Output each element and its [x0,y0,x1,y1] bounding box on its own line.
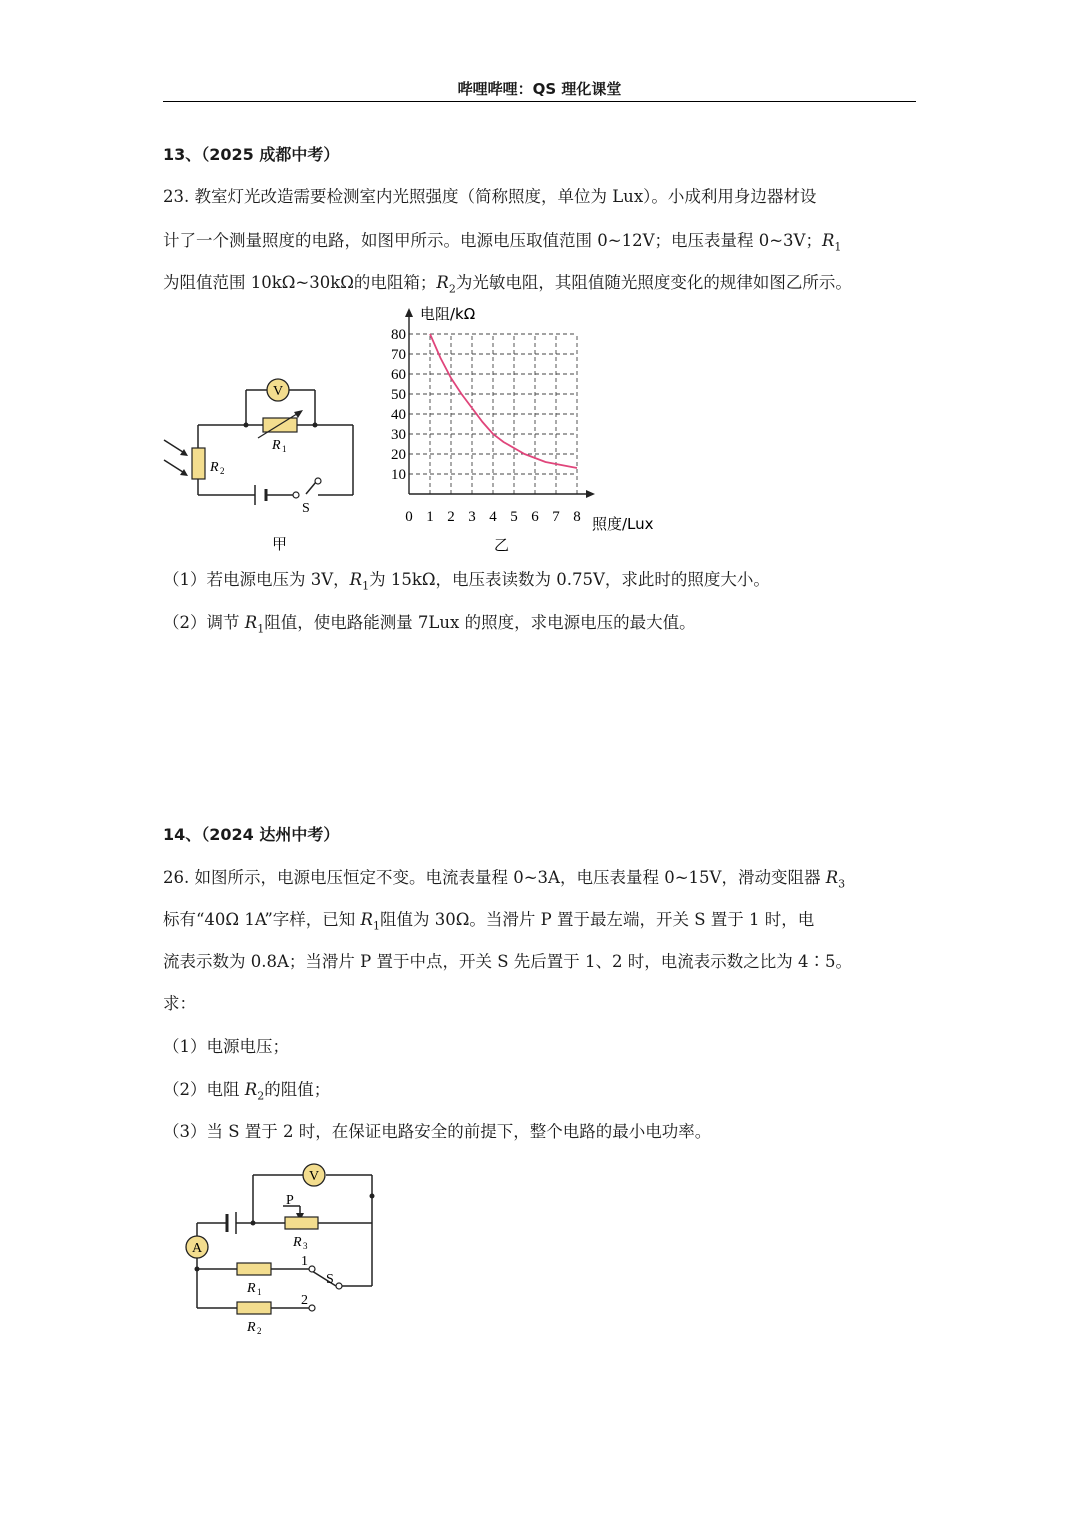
voltmeter-label: V [272,384,284,399]
q14-text: 标有“40Ω 1A”字样，已知 [163,910,361,929]
ammeter-label: A [191,1241,203,1256]
switch-label: S [302,501,310,516]
r2-label: R [247,1320,256,1335]
subscript: 1 [834,240,842,254]
q13-text: 为阻值范围 10kΩ~30kΩ的电阻箱； [163,273,437,292]
circuit-diagram-q14 [175,1158,390,1348]
r1-subscript: 1 [282,444,287,454]
header-divider [163,101,916,102]
r1-label: R [247,1281,256,1296]
x-tick-label: 0 [405,509,413,525]
var-R: R [436,273,449,292]
var-R: R [821,231,835,250]
question-14-heading: 14、（2024 达州中考） [163,825,340,844]
subscript: 1 [257,622,265,636]
circuit-diagram-jia [160,370,370,555]
q13-text: 阻值，使电路能测量 7Lux 的照度，求电源电压的最大值。 [264,613,696,632]
figure-caption-yi: 乙 [494,536,510,554]
q14-subquestion-3: （3）当 S 置于 2 时，在保证电路安全的前提下，整个电路的最小电功率。 [163,1122,712,1141]
q14-text: 26. 如图所示，电源电压恒定不变。电流表量程 0~3A，电压表量程 0~15V，滑动变阻器 [163,868,826,887]
y-tick-label: 30 [391,427,406,443]
subscript: 1 [362,579,370,593]
y-axis-arrow [405,308,413,317]
y-tick-label: 60 [391,367,406,383]
var-R: R [244,613,258,632]
q13-paragraph-line-3 [163,269,852,295]
y-tick-label: 40 [391,407,406,423]
var-R: R [825,868,839,887]
r3-label: R [293,1235,302,1250]
resistance-illuminance-chart [380,300,680,555]
var-R: R [360,910,373,929]
q14-text: （2）电阻 [163,1080,245,1099]
y-tick-label: 50 [391,387,406,403]
q13-text: 为光敏电阻，其阻值随光照度变化的规律如图乙所示。 [455,273,852,292]
r2-subscript: 2 [220,466,225,476]
x-tick-label: 8 [573,509,581,525]
x-tick-label: 6 [531,509,539,525]
x-tick-label: 5 [510,509,518,525]
question-13-heading: 13、（2025 成都中考） [163,145,340,164]
q13-subquestion-2 [163,609,696,635]
x-axis-arrow [586,490,595,498]
subscript: 2 [448,282,456,296]
page-header: 哔哩哔哩：QS 理化课堂 [457,80,622,98]
q13-subquestion-1 [163,566,770,592]
voltmeter-label: V [308,1169,320,1184]
x-tick-label: 1 [426,509,434,525]
switch-label: S [326,1272,334,1287]
q14-subquestion-1: （1）电源电压； [163,1037,289,1056]
r2-subscript: 2 [257,1326,262,1336]
r1-subscript: 1 [257,1287,262,1297]
slider-label: P [286,1193,294,1208]
var-R: R [349,570,363,589]
x-tick-label: 7 [552,509,560,525]
chart-y-axis-label: 电阻/kΩ [420,305,476,323]
r3-subscript: 3 [303,1241,308,1251]
switch-position-1: 1 [301,1254,308,1269]
x-tick-label: 3 [468,509,476,525]
q14-text: 的阻值； [264,1080,331,1099]
q14-paragraph-line-2 [163,906,814,932]
subscript: 3 [838,877,846,891]
r2-label: R [210,460,219,475]
chart-axes [405,308,595,498]
q14-text: 阻值为 30Ω。当滑片 P 置于最左端，开关 S 置于 1 时，电 [379,910,815,929]
q13-text: 计了一个测量照度的电路，如图甲所示。电源电压取值范围 0~12V；电压表量程 0~3V； [163,231,822,250]
q14-paragraph-line-3: 流表示数为 0.8A；当滑片 P 置于中点，开关 S 先后置于 1、2 时，电流表示数之比为 4∶5。 [163,952,853,971]
y-tick-label: 70 [391,347,406,363]
var-R: R [244,1080,258,1099]
q14-subquestion-2 [163,1076,330,1102]
x-tick-label: 4 [489,509,497,525]
subscript: 2 [257,1089,265,1103]
switch-position-2: 2 [301,1293,308,1308]
q13-paragraph-line-2 [163,227,841,253]
q14-paragraph-line-4: 求： [163,994,196,1013]
y-tick-label: 10 [391,467,406,483]
chart-grid [409,334,577,494]
figure-caption-jia: 甲 [272,535,288,553]
q13-paragraph-line-1: 23. 教室灯光改造需要检测室内光照强度（简称照度，单位为 Lux）。小成利用身边器材设 [163,187,817,206]
y-tick-label: 80 [391,327,406,343]
q14-paragraph-line-1 [163,864,845,890]
r1-label: R [272,438,281,453]
q13-text: （1）若电源电压为 3V， [163,570,350,589]
chart-x-axis-label: 照度/Lux [592,515,654,533]
q13-text: 为 15kΩ，电压表读数为 0.75V，求此时的照度大小。 [369,570,770,589]
subscript: 1 [372,919,380,933]
q13-text: （2）调节 [163,613,245,632]
x-tick-label: 2 [447,509,455,525]
y-tick-label: 20 [391,447,406,463]
